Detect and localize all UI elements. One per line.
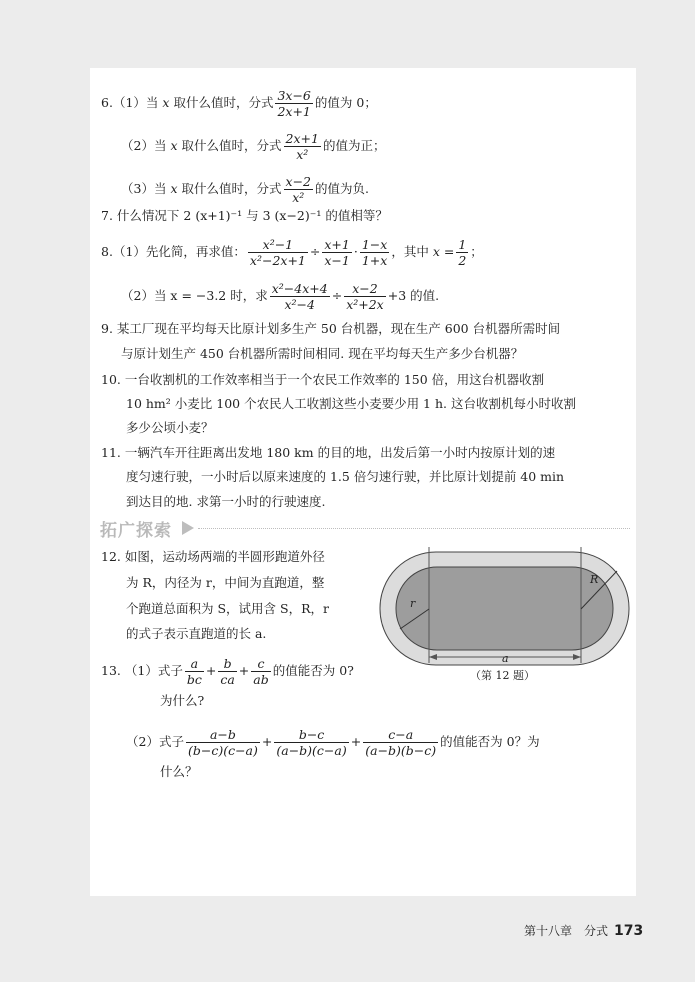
fraction: $\frac{x-2}{\text{x²}}$ [285,174,311,205]
fraction: $\frac{1-x}{1+x}$ [361,237,388,268]
fraction: $\frac{a}{bc}$ [186,656,202,687]
fraction: $\frac{1}{2}$ [458,237,467,268]
fraction: $\frac{x-2}{\text{x²+2x}}$ [346,281,384,312]
fraction: $\frac{c-a}{(a-b)(b-c)}$ [365,727,437,758]
q11-line3: 到达目的地. 求第一小时的行驶速度. [126,494,326,509]
section-title: 拓广探索 [100,521,172,541]
fraction: $\frac{\text{x²−1}}{\text{x²−2x+1}}$ [249,237,306,268]
section-header [100,515,630,539]
triangle-arrow-icon [182,521,194,535]
q6-part1: 6.（1）当 x 取什么值时，分式 $\frac{3x-6}{2x+1}$ 的值为 0； [101,88,377,119]
label-R: R [590,573,599,586]
dotted-divider [198,528,630,529]
q8-part2: （2）当 x = −3.2 时，求 $\frac{\text{x²−4x+4}}{\text{x²−4}}$ ÷ $\frac{x-2}{\text{x²+2x}}$ +3 的值. [121,281,440,312]
q9-line1: 9. 某工厂现在平均每天比原计划多生产 50 台机器，现在生产 600 台机器所需时间 [101,321,561,336]
q10-line1: 10. 一台收割机的工作效率相当于一个农民工作效率的 150 倍，用这台机器收割 [101,372,545,387]
q8-part1: 8.（1）先化简，再求值： $\frac{\text{x²−1}}{\text{x²−2x+1}}$ ÷ $\frac{x+1}{x-1}$ · $\frac{1-x}{1+x}$ ，其中 x = $\frac{1}{2}$ ； [101,237,483,268]
q12-line1: 12. 如图，运动场两端的半圆形跑道外径 [101,549,325,564]
q13-part2: （2）式子 $\frac{a-b}{(b-c)(c-a)}$ + $\frac{b-c}{(a-b)(c-a)}$ + $\frac{c-a}{(a-b)(b-c)}$ 的值能否为 0？为 [126,727,540,758]
q6-part2: （2）当 x 取什么值时，分式 $\frac{2x+1}{\text{x²}}$ 的值为正； [121,131,386,162]
fraction: $\frac{\text{x²−4x+4}}{\text{x²−4}}$ [271,281,328,312]
fraction: $\frac{3x-6}{2x+1}$ [277,88,311,119]
fraction: $\frac{b-c}{(a-b)(c-a)}$ [276,727,347,758]
label-r: r [410,597,416,610]
fraction: $\frac{c}{ab}$ [253,656,269,687]
q12-line2: 为 R，内径为 r，中间为直跑道，整 [126,575,325,590]
q9-line2: 与原计划生产 450 台机器所需时间相同. 现在平均每天生产多少台机器？ [121,346,524,361]
q13-part1-line2: 为什么? [160,693,205,708]
q6-part3: （3）当 x 取什么值时，分式 $\frac{x-2}{\text{x²}}$ 的值为负. [121,174,369,205]
q13-part1: 13. （1）式子 $\frac{a}{bc}$ + $\frac{b}{ca}$ + $\frac{c}{ab}$ 的值能否为 0? [101,656,354,687]
figure-caption: （第 12 题） [470,669,535,682]
label-a: a [502,652,509,665]
q12-line4: 的式子表示直跑道的长 a. [126,626,267,641]
page-number: 173 [614,923,644,939]
q10-line2: 10 hm² 小麦比 100 个农民人工收割这些小麦要少用 1 h. 这台收割机每小时收割 [126,396,576,411]
q11-line1: 11. 一辆汽车开往距离出发地 180 km 的目的地，出发后第一小时内按原计划的速 [101,445,556,460]
fraction: $\frac{2x+1}{\text{x²}}$ [285,131,319,162]
q11-line2: 度匀速行驶，一小时后以原来速度的 1.5 倍匀速行驶，并比原计划提前 40 min [126,469,565,484]
fraction: $\frac{b}{ca}$ [220,656,235,687]
track-figure [378,545,632,685]
q10-line3: 多少公顷小麦？ [126,420,214,435]
fraction: $\frac{a-b}{(b-c)(c-a)}$ [187,727,258,758]
page-footer [524,922,643,939]
fraction: $\frac{x+1}{x-1}$ [324,237,350,268]
q7: 7. 什么情况下 2 (x+1)⁻¹ 与 3 (x−2)⁻¹ 的值相等？ [101,208,388,223]
chapter-label: 第十八章 分式 [524,924,609,938]
q13-part2-line2: 什么？ [160,764,198,779]
q12-line3: 个跑道总面积为 S，试用含 S，R，r [126,601,329,616]
